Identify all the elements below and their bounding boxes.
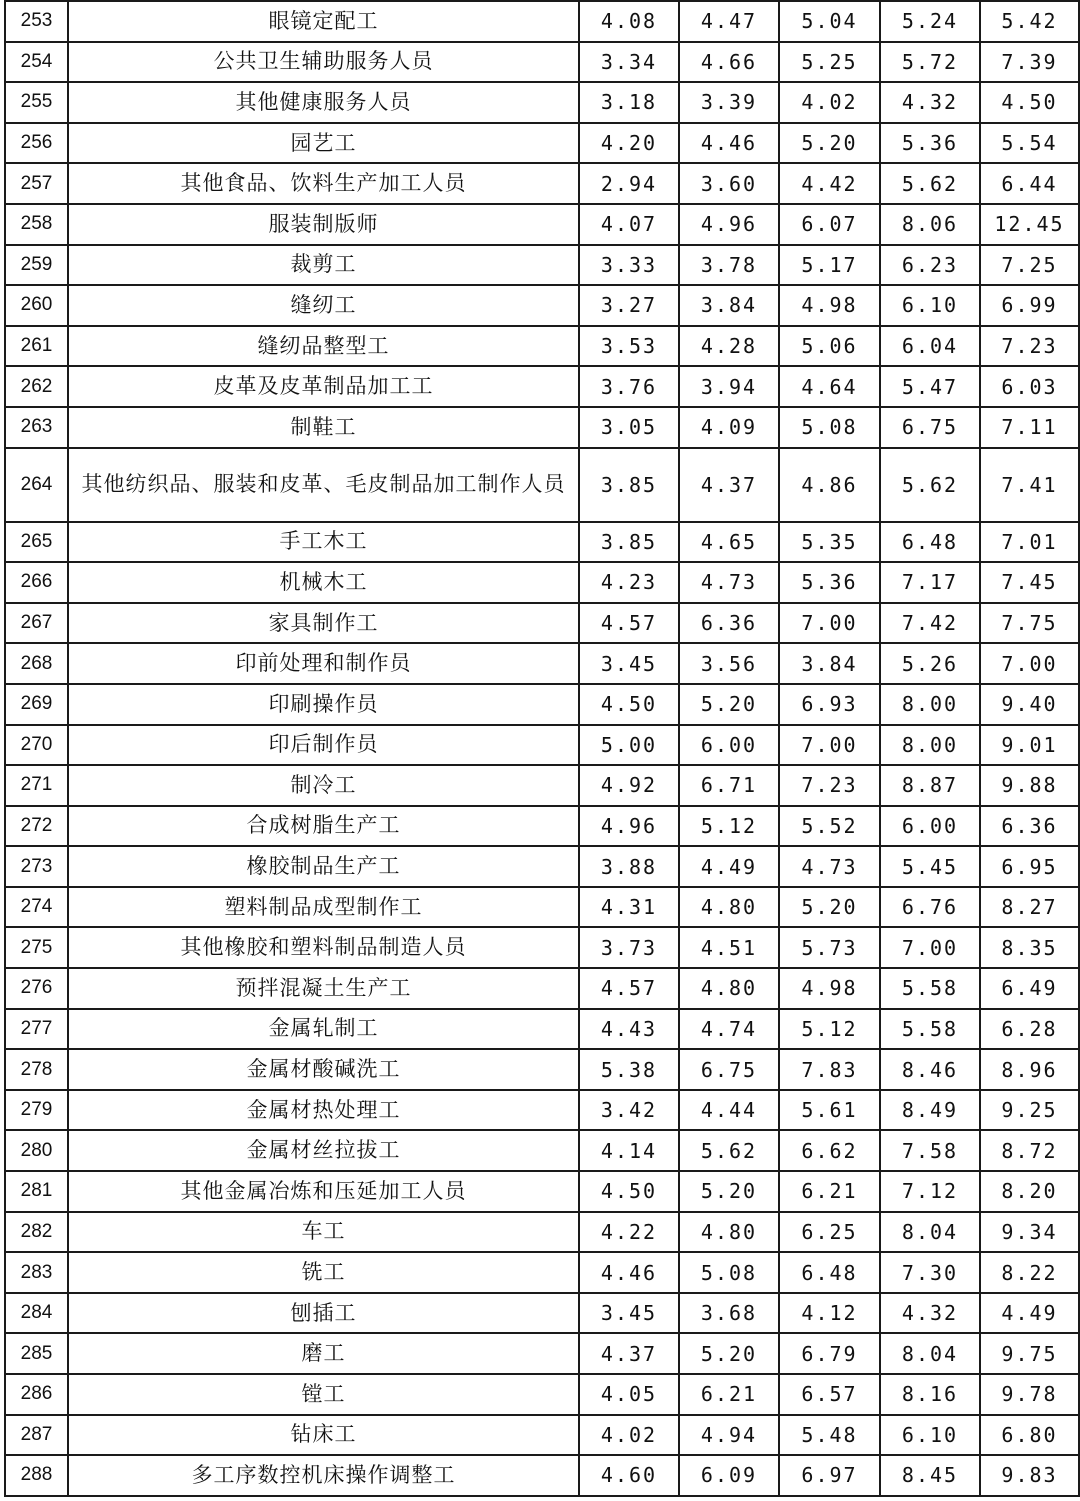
wage-value-cell: 5.04 — [779, 1, 880, 42]
wage-value-cell: 4.31 — [579, 887, 679, 928]
wage-value-cell: 9.01 — [980, 725, 1079, 766]
row-number-cell: 276 — [5, 968, 68, 1009]
row-number-cell: 257 — [5, 163, 68, 204]
wage-value-cell: 4.64 — [779, 366, 880, 407]
table-row — [5, 366, 1079, 407]
row-number-cell: 260 — [5, 285, 68, 326]
wage-value-cell: 6.09 — [679, 1455, 779, 1496]
wage-value-cell: 8.04 — [880, 1212, 980, 1253]
wage-value-cell: 4.37 — [579, 1333, 679, 1374]
wage-value-cell: 5.58 — [880, 968, 980, 1009]
row-number-cell: 287 — [5, 1415, 68, 1456]
wage-value-cell: 6.75 — [880, 407, 980, 448]
occupation-name-cell: 其他纺织品、服装和皮革、毛皮制品加工制作人员 — [68, 448, 579, 522]
wage-value-cell: 6.36 — [679, 603, 779, 644]
wage-value-cell: 6.07 — [779, 204, 880, 245]
row-number-cell: 285 — [5, 1333, 68, 1374]
wage-value-cell: 5.72 — [880, 42, 980, 83]
wage-value-cell: 7.25 — [980, 245, 1079, 286]
wage-value-cell: 8.96 — [980, 1049, 1079, 1090]
wage-value-cell: 7.00 — [779, 603, 880, 644]
occupation-name-cell: 塑料制品成型制作工 — [68, 887, 579, 928]
wage-value-cell: 4.50 — [980, 82, 1079, 123]
wage-value-cell: 8.06 — [880, 204, 980, 245]
occupation-name-cell: 其他橡胶和塑料制品制造人员 — [68, 927, 579, 968]
wage-value-cell: 3.45 — [579, 1293, 679, 1334]
wage-value-cell: 5.52 — [779, 806, 880, 847]
wage-value-cell: 3.84 — [779, 643, 880, 684]
wage-value-cell: 4.47 — [679, 1, 779, 42]
table-row — [5, 765, 1079, 806]
wage-value-cell: 3.34 — [579, 42, 679, 83]
row-number-cell: 262 — [5, 366, 68, 407]
wage-value-cell: 4.49 — [980, 1293, 1079, 1334]
wage-value-cell: 5.00 — [579, 725, 679, 766]
wage-value-cell: 4.94 — [679, 1415, 779, 1456]
wage-value-cell: 4.43 — [579, 1009, 679, 1050]
occupation-name-cell: 公共卫生辅助服务人员 — [68, 42, 579, 83]
occupation-name-cell: 服装制版师 — [68, 204, 579, 245]
wage-value-cell: 2.94 — [579, 163, 679, 204]
wage-value-cell: 8.00 — [880, 725, 980, 766]
occupation-name-cell: 印刷操作员 — [68, 684, 579, 725]
wage-value-cell: 5.48 — [779, 1415, 880, 1456]
row-number-cell: 261 — [5, 326, 68, 367]
row-number-cell: 279 — [5, 1090, 68, 1131]
wage-value-cell: 4.74 — [679, 1009, 779, 1050]
wage-value-cell: 7.17 — [880, 562, 980, 603]
wage-value-cell: 9.34 — [980, 1212, 1079, 1253]
wage-value-cell: 8.49 — [880, 1090, 980, 1131]
row-number-cell: 281 — [5, 1171, 68, 1212]
wage-value-cell: 6.25 — [779, 1212, 880, 1253]
wage-value-cell: 4.65 — [679, 522, 779, 563]
table-row — [5, 1171, 1079, 1212]
wage-value-cell: 5.38 — [579, 1049, 679, 1090]
row-number-cell: 278 — [5, 1049, 68, 1090]
wage-value-cell: 4.80 — [679, 887, 779, 928]
table-row — [5, 1090, 1079, 1131]
wage-value-cell: 4.86 — [779, 448, 880, 522]
table-row — [5, 1333, 1079, 1374]
table-row — [5, 562, 1079, 603]
row-number-cell: 271 — [5, 765, 68, 806]
occupation-name-cell: 磨工 — [68, 1333, 579, 1374]
wage-value-cell: 8.04 — [880, 1333, 980, 1374]
table-row — [5, 968, 1079, 1009]
wage-value-cell: 4.32 — [880, 82, 980, 123]
row-number-cell: 256 — [5, 123, 68, 164]
wage-value-cell: 9.78 — [980, 1374, 1079, 1415]
wage-value-cell: 6.97 — [779, 1455, 880, 1496]
wage-value-cell: 8.87 — [880, 765, 980, 806]
table-row — [5, 204, 1079, 245]
wage-value-cell: 4.07 — [579, 204, 679, 245]
wage-value-cell: 3.42 — [579, 1090, 679, 1131]
table-body — [5, 1, 1079, 1496]
wage-value-cell: 4.46 — [579, 1252, 679, 1293]
wage-value-cell: 6.48 — [779, 1252, 880, 1293]
occupation-name-cell: 眼镜定配工 — [68, 1, 579, 42]
wage-value-cell: 5.12 — [679, 806, 779, 847]
occupation-name-cell: 园艺工 — [68, 123, 579, 164]
wage-value-cell: 4.22 — [579, 1212, 679, 1253]
wage-value-cell: 3.94 — [679, 366, 779, 407]
occupation-name-cell: 铣工 — [68, 1252, 579, 1293]
wage-value-cell: 7.45 — [980, 562, 1079, 603]
wage-value-cell: 6.28 — [980, 1009, 1079, 1050]
table-row — [5, 684, 1079, 725]
wage-value-cell: 5.62 — [679, 1130, 779, 1171]
wage-value-cell: 6.21 — [779, 1171, 880, 1212]
wage-value-cell: 5.47 — [880, 366, 980, 407]
wage-value-cell: 5.08 — [679, 1252, 779, 1293]
wage-value-cell: 6.00 — [880, 806, 980, 847]
wage-value-cell: 7.00 — [779, 725, 880, 766]
row-number-cell: 277 — [5, 1009, 68, 1050]
occupation-name-cell: 其他食品、饮料生产加工人员 — [68, 163, 579, 204]
wage-value-cell: 4.09 — [679, 407, 779, 448]
table-row — [5, 1009, 1079, 1050]
wage-value-cell: 7.23 — [980, 326, 1079, 367]
table-row — [5, 448, 1079, 522]
wage-value-cell: 4.12 — [779, 1293, 880, 1334]
wage-value-cell: 3.53 — [579, 326, 679, 367]
wage-value-cell: 5.58 — [880, 1009, 980, 1050]
occupation-name-cell: 印后制作员 — [68, 725, 579, 766]
table-row — [5, 927, 1079, 968]
table-row — [5, 1252, 1079, 1293]
wage-value-cell: 8.20 — [980, 1171, 1079, 1212]
occupation-name-cell: 手工木工 — [68, 522, 579, 563]
table-row — [5, 643, 1079, 684]
row-number-cell: 275 — [5, 927, 68, 968]
occupation-name-cell: 金属材热处理工 — [68, 1090, 579, 1131]
table-row — [5, 603, 1079, 644]
wage-value-cell: 8.22 — [980, 1252, 1079, 1293]
row-number-cell: 264 — [5, 448, 68, 522]
wage-value-cell: 5.17 — [779, 245, 880, 286]
table-row — [5, 82, 1079, 123]
wage-value-cell: 3.85 — [579, 522, 679, 563]
row-number-cell: 272 — [5, 806, 68, 847]
wage-value-cell: 3.85 — [579, 448, 679, 522]
occupation-name-cell: 预拌混凝土生产工 — [68, 968, 579, 1009]
wage-value-cell: 9.88 — [980, 765, 1079, 806]
wage-value-cell: 6.00 — [679, 725, 779, 766]
wage-value-cell: 3.88 — [579, 846, 679, 887]
wage-value-cell: 3.84 — [679, 285, 779, 326]
table-row — [5, 1, 1079, 42]
occupation-name-cell: 多工序数控机床操作调整工 — [68, 1455, 579, 1496]
wage-value-cell: 4.60 — [579, 1455, 679, 1496]
wage-value-cell: 4.14 — [579, 1130, 679, 1171]
table-row — [5, 522, 1079, 563]
occupation-name-cell: 缝纫工 — [68, 285, 579, 326]
wage-value-cell: 5.73 — [779, 927, 880, 968]
wage-value-cell: 3.33 — [579, 245, 679, 286]
row-number-cell: 286 — [5, 1374, 68, 1415]
row-number-cell: 263 — [5, 407, 68, 448]
wage-value-cell: 7.75 — [980, 603, 1079, 644]
wage-value-cell: 8.46 — [880, 1049, 980, 1090]
row-number-cell: 266 — [5, 562, 68, 603]
wage-value-cell: 4.92 — [579, 765, 679, 806]
table-row — [5, 1415, 1079, 1456]
wage-value-cell: 7.12 — [880, 1171, 980, 1212]
wage-value-cell: 4.73 — [779, 846, 880, 887]
wage-value-cell: 5.20 — [679, 1333, 779, 1374]
wage-value-cell: 5.20 — [679, 684, 779, 725]
wage-value-cell: 7.58 — [880, 1130, 980, 1171]
wage-value-cell: 9.83 — [980, 1455, 1079, 1496]
wage-value-cell: 8.72 — [980, 1130, 1079, 1171]
wage-value-cell: 6.57 — [779, 1374, 880, 1415]
occupation-name-cell: 家具制作工 — [68, 603, 579, 644]
wage-value-cell: 4.73 — [679, 562, 779, 603]
occupation-name-cell: 机械木工 — [68, 562, 579, 603]
wage-value-cell: 6.03 — [980, 366, 1079, 407]
wage-value-cell: 3.76 — [579, 366, 679, 407]
wage-value-cell: 4.05 — [579, 1374, 679, 1415]
wage-value-cell: 6.76 — [880, 887, 980, 928]
wage-value-cell: 6.75 — [679, 1049, 779, 1090]
wage-value-cell: 6.79 — [779, 1333, 880, 1374]
wage-value-cell: 4.37 — [679, 448, 779, 522]
wage-value-cell: 4.66 — [679, 42, 779, 83]
wage-value-cell: 4.20 — [579, 123, 679, 164]
wage-value-cell: 9.75 — [980, 1333, 1079, 1374]
wage-value-cell: 6.10 — [880, 1415, 980, 1456]
table-row — [5, 725, 1079, 766]
wage-value-cell: 4.44 — [679, 1090, 779, 1131]
occupation-name-cell: 钻床工 — [68, 1415, 579, 1456]
wage-value-cell: 6.23 — [880, 245, 980, 286]
wage-value-cell: 3.68 — [679, 1293, 779, 1334]
occupation-name-cell: 镗工 — [68, 1374, 579, 1415]
occupation-name-cell: 印前处理和制作员 — [68, 643, 579, 684]
wage-value-cell: 3.73 — [579, 927, 679, 968]
row-number-cell: 259 — [5, 245, 68, 286]
wage-value-cell: 3.27 — [579, 285, 679, 326]
wage-value-cell: 3.78 — [679, 245, 779, 286]
row-number-cell: 280 — [5, 1130, 68, 1171]
wage-value-cell: 5.20 — [779, 123, 880, 164]
wage-value-cell: 5.62 — [880, 163, 980, 204]
wage-value-cell: 4.50 — [579, 684, 679, 725]
occupation-name-cell: 制鞋工 — [68, 407, 579, 448]
wage-value-cell: 4.80 — [679, 968, 779, 1009]
table-row — [5, 245, 1079, 286]
row-number-cell: 274 — [5, 887, 68, 928]
wage-value-cell: 6.36 — [980, 806, 1079, 847]
wage-value-cell: 4.50 — [579, 1171, 679, 1212]
wage-value-cell: 3.56 — [679, 643, 779, 684]
wage-value-cell: 5.20 — [679, 1171, 779, 1212]
wage-value-cell: 5.12 — [779, 1009, 880, 1050]
table-row — [5, 42, 1079, 83]
wage-value-cell: 5.20 — [779, 887, 880, 928]
wage-value-cell: 3.18 — [579, 82, 679, 123]
wage-value-cell: 6.10 — [880, 285, 980, 326]
wage-value-cell: 4.96 — [579, 806, 679, 847]
wage-value-cell: 5.42 — [980, 1, 1079, 42]
wage-value-cell: 6.48 — [880, 522, 980, 563]
occupation-name-cell: 金属轧制工 — [68, 1009, 579, 1050]
row-number-cell: 254 — [5, 42, 68, 83]
wage-value-cell: 4.80 — [679, 1212, 779, 1253]
wage-value-cell: 9.40 — [980, 684, 1079, 725]
wage-value-cell: 6.44 — [980, 163, 1079, 204]
wage-value-cell: 5.36 — [880, 123, 980, 164]
occupation-name-cell: 金属材酸碱洗工 — [68, 1049, 579, 1090]
occupation-name-cell: 制冷工 — [68, 765, 579, 806]
wage-value-cell: 4.49 — [679, 846, 779, 887]
wage-value-cell: 5.06 — [779, 326, 880, 367]
wage-value-cell: 4.96 — [679, 204, 779, 245]
row-number-cell: 267 — [5, 603, 68, 644]
wage-value-cell: 7.41 — [980, 448, 1079, 522]
wage-value-cell: 6.93 — [779, 684, 880, 725]
wage-value-cell: 6.71 — [679, 765, 779, 806]
row-number-cell: 273 — [5, 846, 68, 887]
wage-value-cell: 7.00 — [980, 643, 1079, 684]
wage-value-cell: 6.21 — [679, 1374, 779, 1415]
wage-value-cell: 4.51 — [679, 927, 779, 968]
wage-value-cell: 5.25 — [779, 42, 880, 83]
wage-value-cell: 4.08 — [579, 1, 679, 42]
occupation-name-cell: 车工 — [68, 1212, 579, 1253]
table-row — [5, 1130, 1079, 1171]
wage-value-cell: 6.95 — [980, 846, 1079, 887]
occupation-name-cell: 裁剪工 — [68, 245, 579, 286]
table-row — [5, 1212, 1079, 1253]
wage-value-cell: 7.30 — [880, 1252, 980, 1293]
wage-value-cell: 4.02 — [579, 1415, 679, 1456]
row-number-cell: 283 — [5, 1252, 68, 1293]
table-row — [5, 806, 1079, 847]
wage-value-cell: 3.60 — [679, 163, 779, 204]
wage-value-cell: 8.00 — [880, 684, 980, 725]
table-row — [5, 326, 1079, 367]
wage-value-cell: 4.57 — [579, 968, 679, 1009]
wage-value-cell: 5.35 — [779, 522, 880, 563]
wage-value-cell: 3.45 — [579, 643, 679, 684]
row-number-cell: 270 — [5, 725, 68, 766]
wage-value-cell: 4.98 — [779, 968, 880, 1009]
wage-value-cell: 5.08 — [779, 407, 880, 448]
wage-value-cell: 8.35 — [980, 927, 1079, 968]
row-number-cell: 282 — [5, 1212, 68, 1253]
wage-value-cell: 6.49 — [980, 968, 1079, 1009]
row-number-cell: 253 — [5, 1, 68, 42]
wage-value-cell: 7.42 — [880, 603, 980, 644]
table-row — [5, 163, 1079, 204]
wage-value-cell: 5.24 — [880, 1, 980, 42]
wage-value-cell: 5.62 — [880, 448, 980, 522]
wage-value-cell: 4.28 — [679, 326, 779, 367]
occupation-name-cell: 合成树脂生产工 — [68, 806, 579, 847]
wage-value-cell: 4.57 — [579, 603, 679, 644]
row-number-cell: 255 — [5, 82, 68, 123]
wage-value-cell: 4.42 — [779, 163, 880, 204]
wage-value-cell: 7.11 — [980, 407, 1079, 448]
wage-value-cell: 8.45 — [880, 1455, 980, 1496]
table-row — [5, 285, 1079, 326]
table-row — [5, 1049, 1079, 1090]
wage-value-cell: 4.23 — [579, 562, 679, 603]
table-row — [5, 407, 1079, 448]
occupation-name-cell: 金属材丝拉拔工 — [68, 1130, 579, 1171]
wage-value-cell: 6.99 — [980, 285, 1079, 326]
wage-value-cell: 4.32 — [880, 1293, 980, 1334]
table-row — [5, 887, 1079, 928]
wage-value-cell: 5.54 — [980, 123, 1079, 164]
row-number-cell: 265 — [5, 522, 68, 563]
wage-value-cell: 12.45 — [980, 204, 1079, 245]
wage-value-cell: 5.45 — [880, 846, 980, 887]
wage-value-cell: 4.98 — [779, 285, 880, 326]
table-row — [5, 1293, 1079, 1334]
wage-value-cell: 4.46 — [679, 123, 779, 164]
row-number-cell: 269 — [5, 684, 68, 725]
occupation-name-cell: 皮革及皮革制品加工工 — [68, 366, 579, 407]
wage-value-cell: 7.39 — [980, 42, 1079, 83]
row-number-cell: 268 — [5, 643, 68, 684]
wage-value-cell: 5.36 — [779, 562, 880, 603]
wage-value-cell: 5.26 — [880, 643, 980, 684]
wage-value-cell: 3.05 — [579, 407, 679, 448]
wage-value-cell: 4.02 — [779, 82, 880, 123]
wage-value-cell: 8.27 — [980, 887, 1079, 928]
table-row — [5, 1455, 1079, 1496]
row-number-cell: 258 — [5, 204, 68, 245]
occupation-name-cell: 橡胶制品生产工 — [68, 846, 579, 887]
occupation-name-cell: 刨插工 — [68, 1293, 579, 1334]
table-row — [5, 846, 1079, 887]
wage-value-cell: 7.01 — [980, 522, 1079, 563]
wage-value-cell: 3.39 — [679, 82, 779, 123]
wage-value-cell: 6.80 — [980, 1415, 1079, 1456]
row-number-cell: 288 — [5, 1455, 68, 1496]
wage-table — [4, 0, 1080, 1497]
table-row — [5, 123, 1079, 164]
wage-value-cell: 8.16 — [880, 1374, 980, 1415]
row-number-cell: 284 — [5, 1293, 68, 1334]
wage-value-cell: 7.23 — [779, 765, 880, 806]
wage-value-cell: 6.04 — [880, 326, 980, 367]
occupation-name-cell: 其他金属冶炼和压延加工人员 — [68, 1171, 579, 1212]
wage-value-cell: 9.25 — [980, 1090, 1079, 1131]
wage-value-cell: 7.83 — [779, 1049, 880, 1090]
wage-value-cell: 7.00 — [880, 927, 980, 968]
occupation-name-cell: 其他健康服务人员 — [68, 82, 579, 123]
wage-value-cell: 6.62 — [779, 1130, 880, 1171]
table-row — [5, 1374, 1079, 1415]
wage-value-cell: 5.61 — [779, 1090, 880, 1131]
occupation-name-cell: 缝纫品整型工 — [68, 326, 579, 367]
